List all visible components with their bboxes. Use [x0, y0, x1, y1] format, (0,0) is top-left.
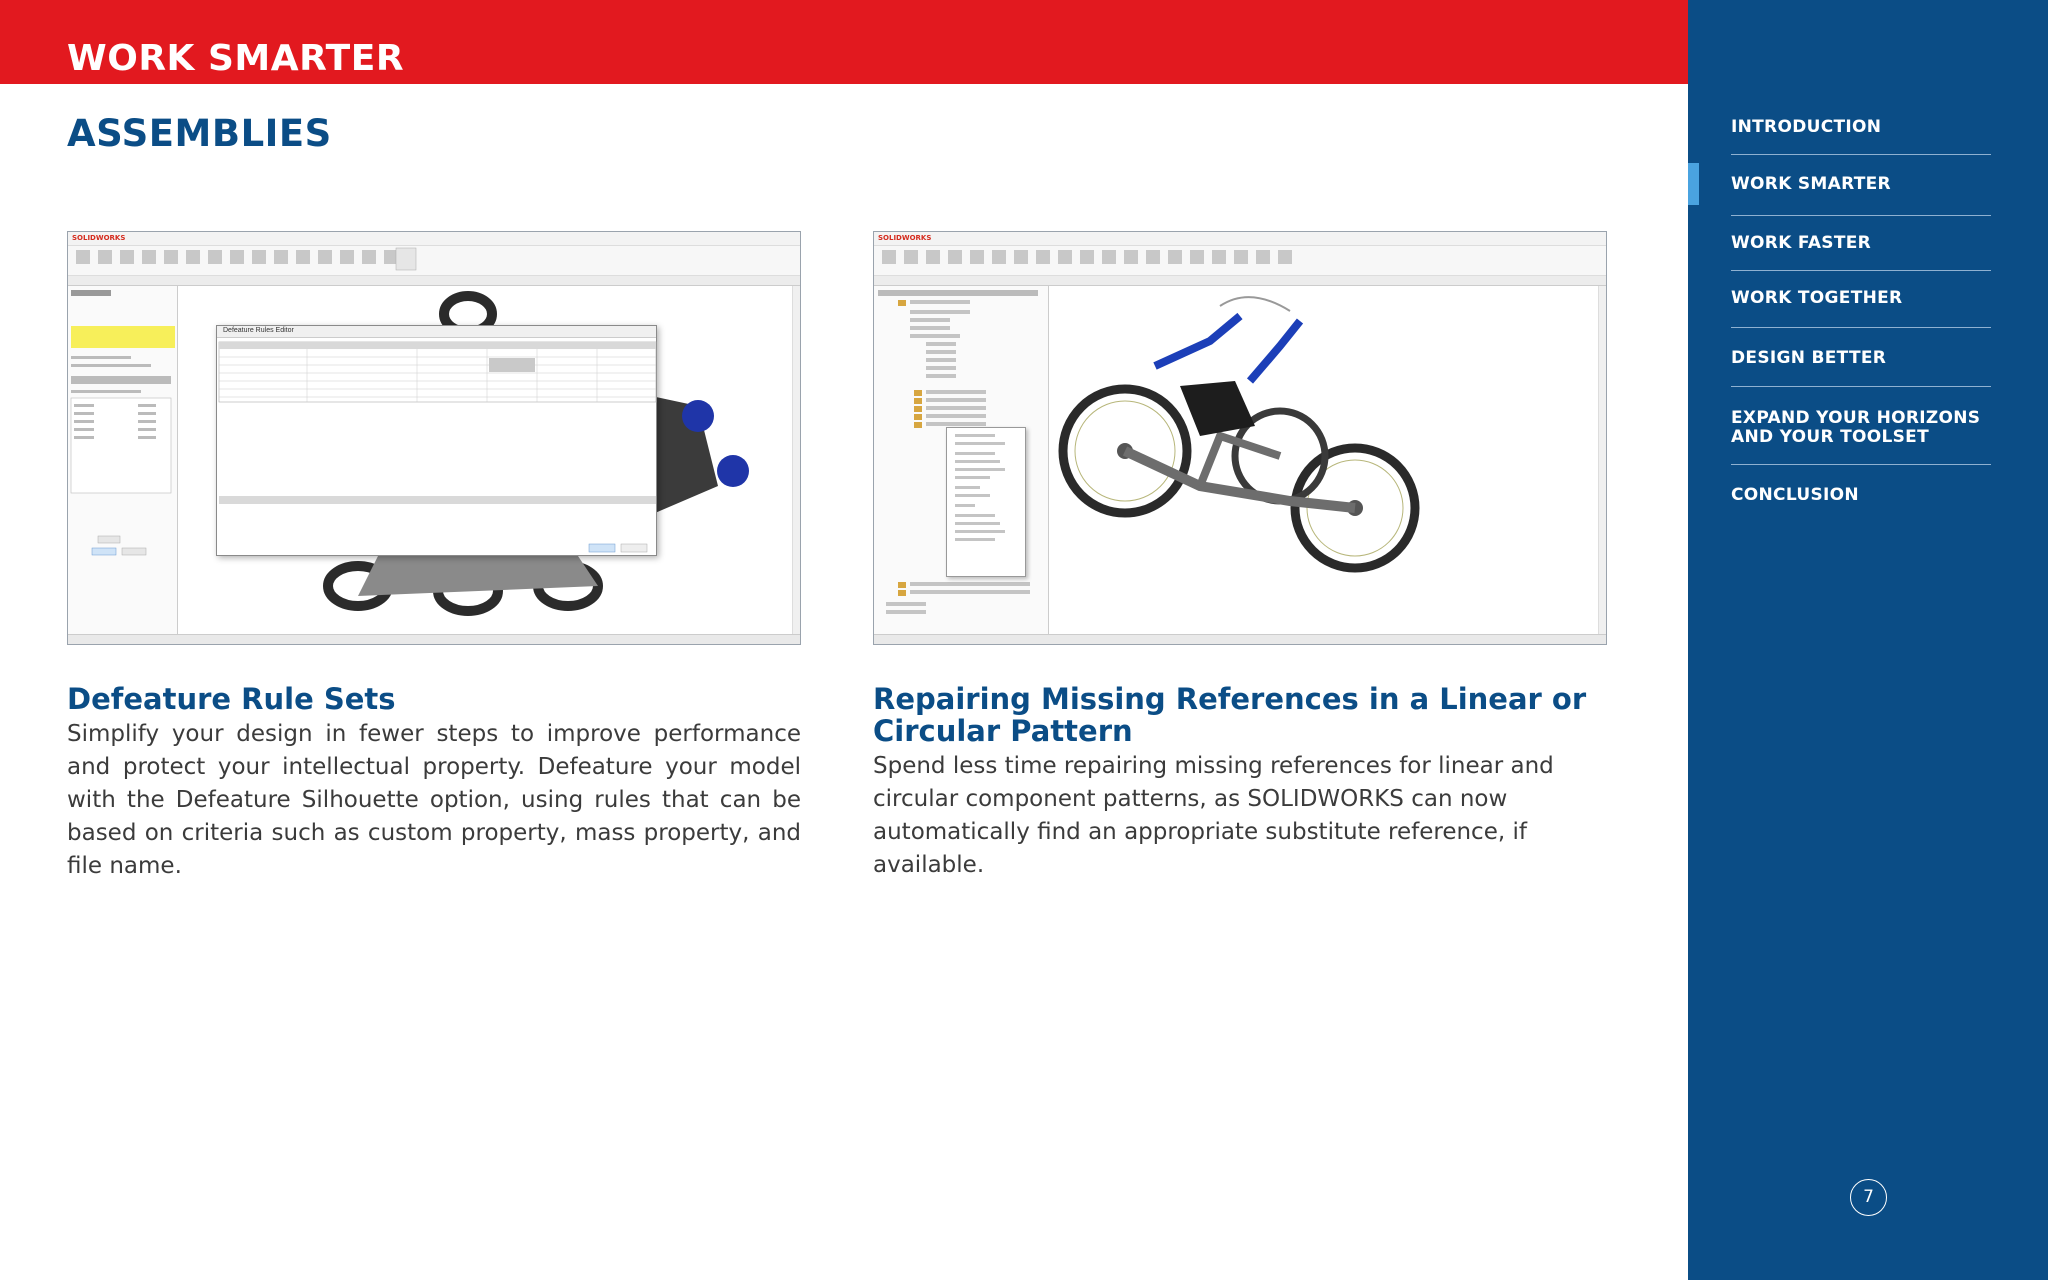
- nav-work-faster[interactable]: WORK FASTER: [1731, 233, 1872, 253]
- sw-logo: SOLIDWORKS: [72, 234, 126, 242]
- nav-work-together[interactable]: WORK TOGETHER: [1731, 288, 1903, 308]
- sw-status-bar: [874, 634, 1606, 644]
- nav-work-smarter[interactable]: WORK SMARTER: [1731, 174, 1891, 194]
- context-menu-items: [947, 428, 1027, 578]
- ribbon-icons: [874, 246, 1607, 276]
- banner-title: WORK SMARTER: [67, 38, 405, 79]
- article-body-missing-references: Spend less time repairing missing references for linear and circular component patterns, as SOLIDWORKS can now automatically find an appropriate substitute reference, if available.: [873, 753, 1554, 878]
- sw-logo: SOLIDWORKS: [878, 234, 932, 242]
- nav-expand-your-horizons[interactable]: [1731, 409, 1991, 447]
- sw-title-bar: [68, 232, 800, 246]
- defeature-screenshot: [67, 231, 801, 645]
- nav-conclusion[interactable]: CONCLUSION: [1731, 485, 1859, 505]
- rules-table: [217, 338, 658, 556]
- task-pane: [792, 286, 800, 634]
- article-title-line-1: Repairing Missing References in a Linear or: [873, 682, 1587, 716]
- sw-command-manager: [874, 246, 1606, 276]
- sw-title-bar: [874, 232, 1606, 246]
- nav-divider: [1731, 270, 1991, 271]
- missing-references-screenshot: [873, 231, 1607, 645]
- article-title-defeature: Defeature Rule Sets: [67, 682, 396, 716]
- sw-command-manager: [68, 246, 800, 276]
- navigation-sidebar: [1688, 0, 2048, 1280]
- section-title: ASSEMBLIES: [67, 112, 332, 155]
- nav-divider: [1731, 327, 1991, 328]
- context-menu: [946, 427, 1026, 577]
- nav-design-better[interactable]: DESIGN BETTER: [1731, 348, 1887, 368]
- sw-status-bar: [68, 634, 800, 644]
- nav-label-line-1: EXPAND YOUR HORIZONS: [1731, 408, 1981, 428]
- article-title-line-2: Circular Pattern: [873, 714, 1133, 748]
- top-banner: [0, 0, 1688, 84]
- nav-label-line-2: AND YOUR TOOLSET: [1731, 427, 1929, 447]
- article-title-missing-references: [873, 683, 1586, 747]
- nav-divider: [1731, 215, 1991, 216]
- nav-divider: [1731, 154, 1991, 155]
- nav-divider: [1731, 386, 1991, 387]
- nav-introduction[interactable]: INTRODUCTION: [1731, 117, 1882, 137]
- dialog-title: Defeature Rules Editor: [223, 327, 294, 334]
- page-number: 7: [1850, 1179, 1887, 1216]
- active-nav-marker: [1688, 163, 1699, 205]
- sw-tabs: [874, 276, 1606, 286]
- defeature-property-panel: [68, 286, 178, 634]
- defeature-rules-editor-dialog: [216, 325, 657, 556]
- task-pane: [1598, 286, 1606, 634]
- sw-tabs: [68, 276, 800, 286]
- ribbon-icons: [68, 246, 801, 276]
- nav-divider: [1731, 464, 1991, 465]
- panel-contents: [68, 286, 178, 626]
- trike-model-viewport: [1050, 286, 1600, 626]
- article-body-defeature: Simplify your design in fewer steps to improve performance and protect your intellectual property. Defeature your model with the Defeature Silhouette option, using rules that can be based on criteria such as custom property, mass property, and file name.: [67, 721, 801, 879]
